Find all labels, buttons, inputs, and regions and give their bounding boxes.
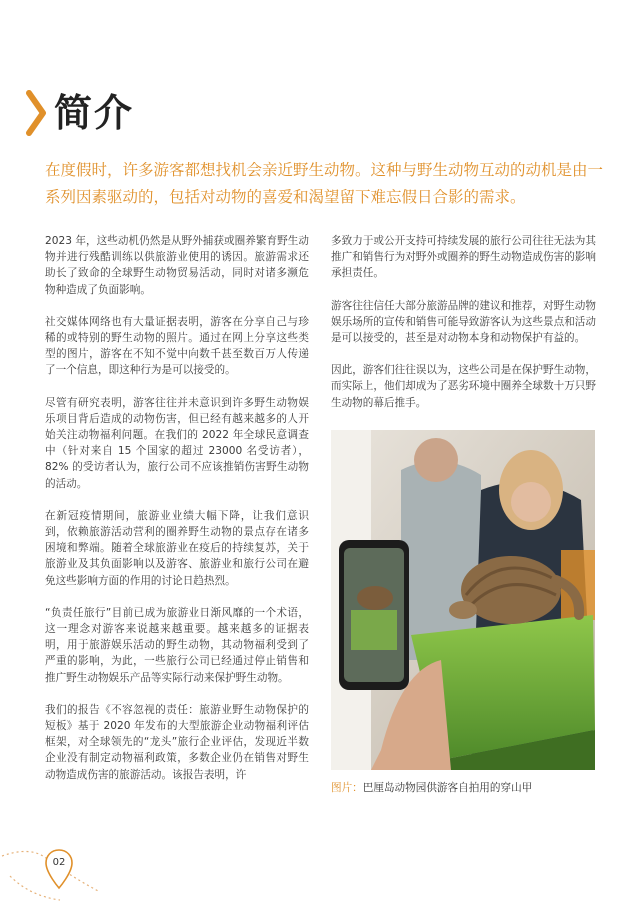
body-paragraph: 社交媒体网络也有大量证据表明，游客在分享自己与珍稀的或特别的野生动物的照片。通过在网上分享这些类型的图片，游客在不知不觉中向数千甚至数百万人传递了一个信息，即这种行为是可以接受的。 [45, 315, 309, 377]
body-paragraph: 多致力于或公开支持可持续发展的旅行公司往往无法为其推广和销售行为对野外或圈养的野生动物造成伤害的影响承担责任。 [331, 235, 596, 280]
chevron-right-icon [26, 90, 48, 136]
body-paragraph: 因此，游客们往往误以为，这些公司是在保护野生动物，而实际上，他们却成为了恶劣环境中圈养全球数十万只野生动物的幕后推手。 [331, 364, 596, 409]
intro-paragraph: 在度假时，许多游客都想找机会亲近野生动物。这种与野生动物互动的动机是由一系列因素驱动的，包括对动物的喜爱和渴望留下难忘假日合影的需求。 [45, 161, 604, 206]
page-number: 02 [52, 857, 66, 868]
body-paragraph: 游客往往信任大部分旅游品牌的建议和推荐，对野生动物娱乐场所的宣传和销售可能导致游客认为这些景点和活动是可以接受的，甚至是对动物本身和动物保护有益的。 [331, 299, 596, 345]
body-paragraph: 尽管有研究表明，游客往往并未意识到许多野生动物娱乐项目背后造成的动物伤害，但已经有越来越多的人开始关注动物福利问题。在我们的 2022 年全球民意调查中（针对来自 15 个国家的超过 23000 名受访者），82% 的受访者认为，旅行公司不应该推销伤害野生动物的活动。 [45, 396, 309, 490]
page-title: 简介 [54, 91, 135, 135]
left-column [45, 233, 309, 799]
caption-text: 巴厘岛动物园供游客自拍用的穿山甲 [362, 782, 533, 794]
map-pin-icon [44, 848, 74, 892]
body-paragraph: 2023 年，这些动机仍然是从野外捕获或圈养繁育野生动物并进行残酷训练以供旅游业使用的诱因。旅游需求还助长了致命的全球野生动物贸易活动，同时对诸多濒危物种造成了负面影响。 [45, 235, 309, 296]
caption-label: 图片： [331, 782, 363, 794]
title-block [26, 88, 134, 138]
pangolin-photo [331, 430, 595, 770]
right-column [331, 233, 596, 427]
body-paragraph: “负责任旅行”目前已成为旅游业日渐风靡的一个术语，这一理念对游客来说越来越重要。越来越多的证据表明，用于旅游娱乐活动的野生动物，其动物福利受到了严重的影响，为此，一些旅行公司已经通过停止销售和推广野生动物娱乐产品等实际行动来保护野生动物。 [45, 606, 309, 684]
photo-illustration [331, 430, 595, 770]
photo-caption [331, 780, 532, 795]
body-paragraph: 我们的报告《不容忽视的责任：旅游业野生动物保护的短板》基于 2020 年发布的大型旅游企业动物福利评估框架，对全球领先的“龙头”旅行企业评估，发现近半数企业没有制定动物福利政策，多数企业仍在销售对野生动物造成伤害的旅游活动。该报告表明，许 [45, 703, 309, 781]
body-paragraph: 在新冠疫情期间，旅游业业绩大幅下降，让我们意识到，依赖旅游活动营利的圈养野生动物的景点存在诸多困境和弊端。随着全球旅游业在疫后的持续复苏，关于旅游业及其负面影响以及游客、旅游业和旅行公司在避免这些影响方面的作用的讨论日趋热烈。 [45, 509, 309, 587]
